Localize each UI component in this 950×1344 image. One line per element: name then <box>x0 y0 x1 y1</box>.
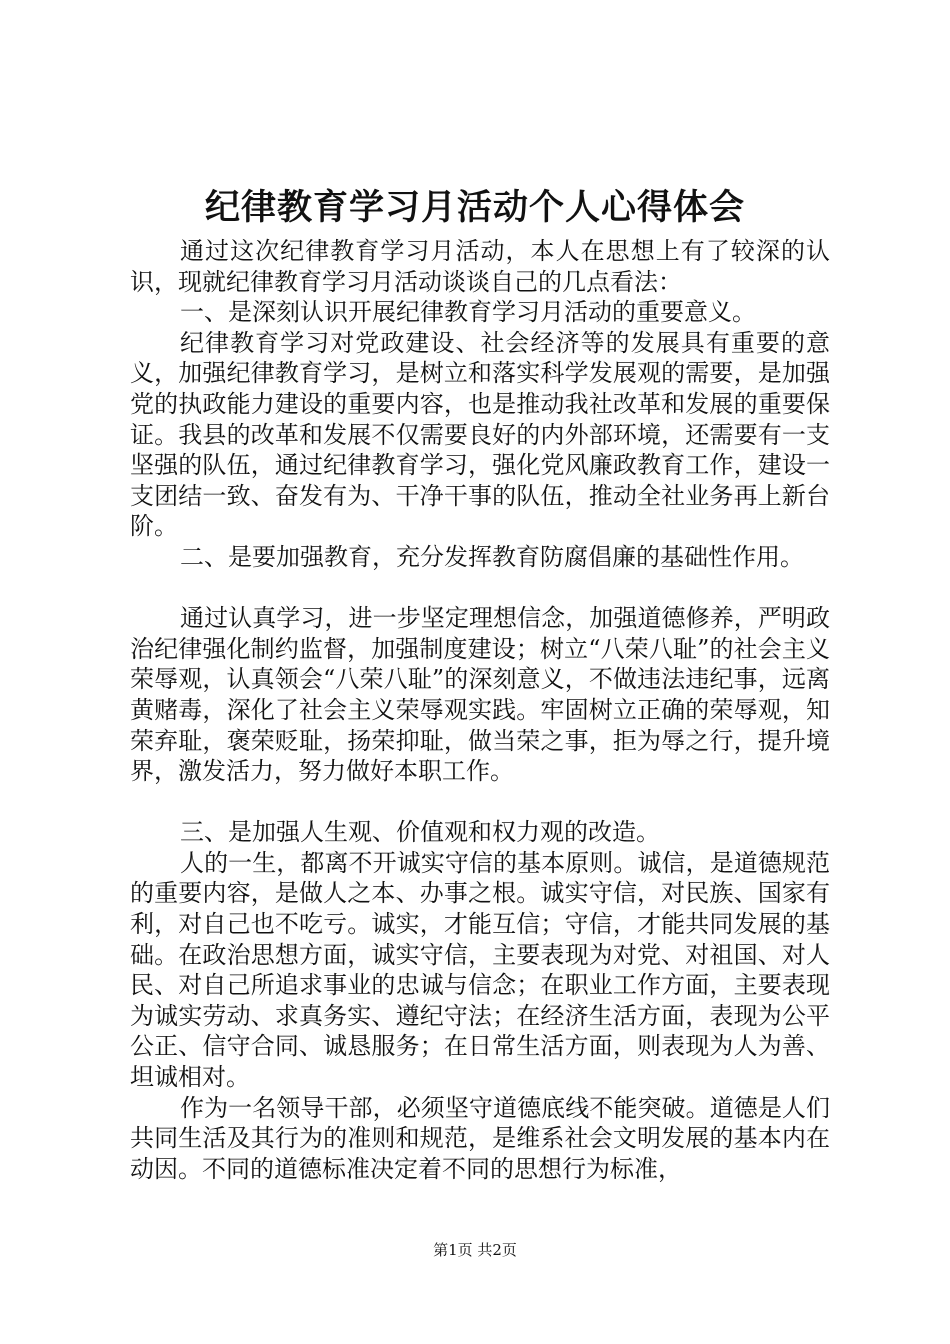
paragraph-2: 通过认真学习，进一步坚定理想信念，加强道德修养，严明政治纪律强化制约监督，加强制度建设；树立“八荣八耻”的社会主义荣辱观，认真领会“八荣八耻”的深刻意义，不做违法违纪事，远离黄赌毒，深化了社会主义荣辱观实践。牢固树立正确的荣辱观，知荣弃耻，褒荣贬耻，扬荣抑耻，做当荣之事，拒为辱之行，提升境界，激发活力，努力做好本职工作。 <box>130 604 830 786</box>
section-heading-1: 一、是深刻认识开展纪律教育学习月活动的重要意义。 <box>180 298 756 327</box>
page-title: 纪律教育学习月活动个人心得体会 <box>204 188 745 228</box>
section-heading-2: 二、是要加强教育，充分发挥教育防腐倡廉的基础性作用。 <box>180 542 804 571</box>
page-footer: 第1页 共2页 <box>433 1241 517 1259</box>
document-body <box>130 236 830 1184</box>
paragraph-1: 纪律教育学习对党政建设、社会经济等的发展具有重要的意义，加强纪律教育学习，是树立和落实科学发展观的需要，是加强党的执政能力建设的重要内容，也是推动我社改革和发展的重要保证。我县的改革和发展不仅需要良好的内外部环境，还需要有一支坚强的队伍，通过纪律教育学习，强化党风廉政教育工作，建设一支团结一致、奋发有为、干净干事的队伍，推动全社业务再上新台阶。 <box>130 328 830 541</box>
section-heading-3: 三、是加强人生观、价值观和权力观的改造。 <box>180 818 660 847</box>
paragraph-intro: 通过这次纪律教育学习月活动，本人在思想上有了较深的认识，现就纪律教育学习月活动谈谈自己的几点看法： <box>130 237 830 296</box>
paragraph-3: 人的一生，都离不开诚实守信的基本原则。诚信，是道德规范的重要内容，是做人之本、办事之根。诚实守信，对民族、国家有利，对自己也不吃亏。诚实，才能互信；守信，才能共同发展的基础。在政治思想方面，诚实守信，主要表现为对党、对祖国、对人民、对自己所追求事业的忠诚与信念；在职业工作方面，主要表现为诚实劳动、求真务实、遵纪守法；在经济生活方面，表现为公平公正、信守合同、诚恳服务；在日常生活方面，则表现为人为善、坦诚相对。 <box>130 848 830 1092</box>
paragraph-4: 作为一名领导干部，必须坚守道德底线不能突破。道德是人们共同生活及其行为的准则和规范，是维系社会文明发展的基本内在动因。不同的道德标准决定着不同的思想行为标准， <box>130 1093 830 1183</box>
